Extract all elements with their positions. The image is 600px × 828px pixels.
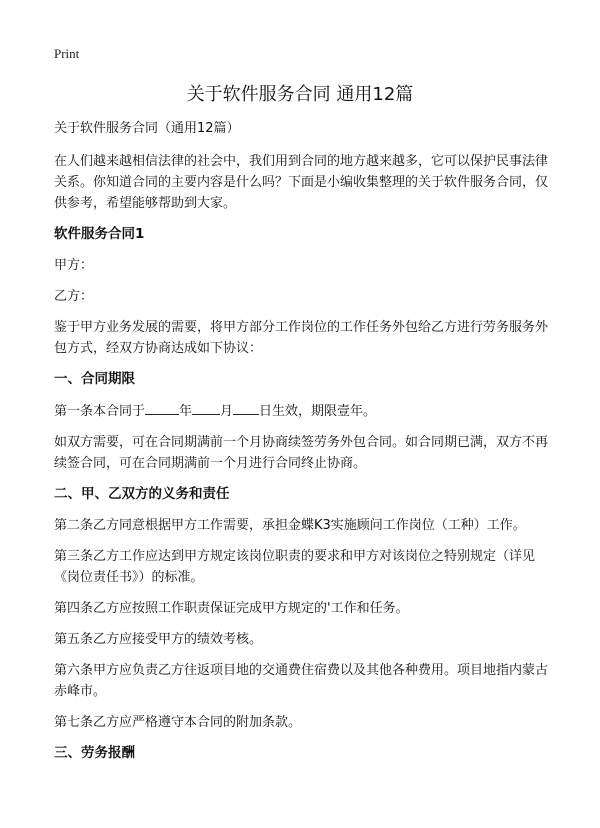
article-1-year: 年 <box>179 404 193 419</box>
page-title: 关于软件服务合同 通用12篇 <box>186 84 414 105</box>
month-blank <box>192 400 220 415</box>
print-link[interactable]: Print <box>54 46 80 61</box>
intro-paragraph: 在人们越来越相信法律的社会中，我们用到合同的地方越来越多，它可以保护民事法律关系。你知道合同的主要内容是什么吗？下面是小编收集整理的关于软件服务合同，仅供参考，希望能够帮助到大家。 <box>54 154 549 211</box>
day-blank <box>233 400 259 415</box>
article-6: 第六条甲方应负责乙方往返项目地的交通费住宿费以及其他各种费用。项目地指内蒙古赤峰市。 <box>54 663 549 699</box>
year-blank <box>145 400 179 415</box>
section-heading-term: 一、合同期限 <box>54 371 135 387</box>
document-subtitle: 关于软件服务合同（通用12篇） <box>54 121 240 136</box>
article-4: 第四条乙方应按照工作职责保证完成甲方规定的'工作和任务。 <box>54 601 409 616</box>
contract-heading: 软件服务合同1 <box>54 226 145 242</box>
section-heading-remuneration: 三、劳务报酬 <box>54 745 135 761</box>
article-2: 第二条乙方同意根据甲方工作需要，承担金蝶K3实施顾问工作岗位（工种）工作。 <box>54 518 526 533</box>
article-1 <box>54 400 554 422</box>
document-body <box>54 118 554 774</box>
section-heading-duties: 二、甲、乙双方的义务和责任 <box>54 486 230 502</box>
article-7: 第七条乙方应严格遵守本合同的附加条款。 <box>54 715 302 730</box>
article-1-note: 如双方需要，可在合同期满前一个月协商续签劳务外包合同。如合同期已满，双方不再续签合同，可在合同期满前一个月进行合同终止协商。 <box>54 435 549 471</box>
article-3: 第三条乙方工作应达到甲方规定该岗位职责的要求和甲方对该岗位之特别规定（详见《岗位责任书》）的标准。 <box>54 549 536 585</box>
party-b-line: 乙方： <box>54 289 94 304</box>
article-1-month: 月 <box>220 404 234 419</box>
article-5: 第五条乙方应接受甲方的绩效考核。 <box>54 632 263 647</box>
article-1-suffix: 日生效，期限壹年。 <box>259 404 377 419</box>
party-a-line: 甲方： <box>54 258 94 273</box>
article-1-prefix: 第一条本合同于 <box>54 404 146 419</box>
preamble-paragraph: 鉴于甲方业务发展的需要，将甲方部分工作岗位的工作任务外包给乙方进行劳务服务外包方式，经双方协商达成如下协议： <box>54 320 549 356</box>
